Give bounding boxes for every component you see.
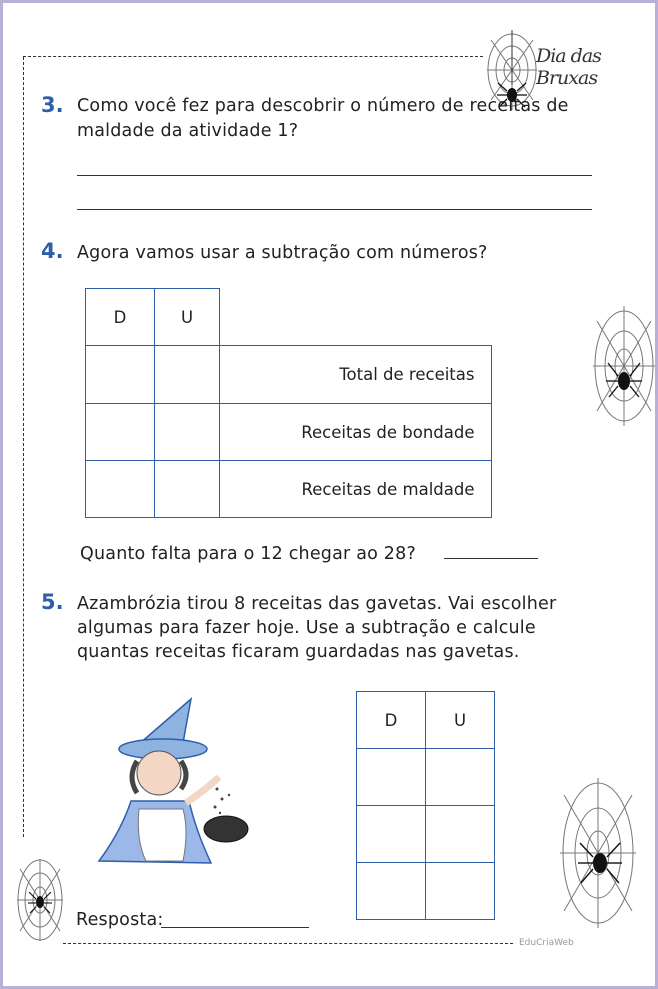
row-label-bondade: Receitas de bondade: [220, 404, 492, 461]
spider-web-icon: [591, 301, 657, 431]
question-5-number: 5.: [41, 590, 64, 614]
left-dashed-border: [23, 57, 24, 837]
u-input-cell[interactable]: [426, 749, 495, 806]
answer-line[interactable]: [77, 175, 592, 176]
answer-label: Resposta:: [76, 910, 164, 930]
footer-watermark: EduCriaWeb: [519, 938, 574, 948]
u-input-cell[interactable]: [155, 346, 220, 404]
row-label-maldade: Receitas de maldade: [220, 461, 492, 518]
d-input-cell[interactable]: [357, 806, 426, 863]
d-input-cell[interactable]: [86, 346, 155, 404]
question-3-line-2: maldade da atividade 1?: [77, 121, 299, 141]
u-input-cell[interactable]: [155, 404, 220, 461]
d-input-cell[interactable]: [86, 461, 155, 518]
u-input-cell[interactable]: [155, 461, 220, 518]
answer-line[interactable]: [161, 927, 309, 928]
question-5-line-3: quantas receitas ficaram guardadas nas gavetas.: [77, 642, 520, 662]
spider-web-icon: [558, 773, 638, 933]
d-input-cell[interactable]: [86, 404, 155, 461]
u-input-cell[interactable]: [426, 863, 495, 920]
u-input-cell[interactable]: [426, 806, 495, 863]
question-5-line-2: algumas para fazer hoje. Use a subtração e calcule: [77, 618, 536, 638]
question-5-line-1: Azambrózia tirou 8 receitas das gavetas. Vai escolher: [77, 594, 557, 614]
spider-web-icon: [15, 855, 65, 945]
question-4-text: Agora vamos usar a subtração com números?: [77, 243, 488, 263]
subtraction-table: [85, 288, 492, 518]
question-3-number: 3.: [41, 93, 64, 117]
answer-line[interactable]: [444, 558, 538, 559]
column-d-header: D: [86, 289, 155, 346]
row-label-total: Total de receitas: [220, 346, 492, 404]
column-u-header: U: [155, 289, 220, 346]
d-input-cell[interactable]: [357, 863, 426, 920]
column-u-header: U: [426, 692, 495, 749]
d-input-cell[interactable]: [357, 749, 426, 806]
answer-line[interactable]: [77, 209, 592, 210]
subtraction-table-q5: [356, 691, 495, 920]
bottom-dashed-border: [63, 943, 513, 944]
question-3-line-1: Como você fez para descobrir o número de receitas de: [77, 96, 569, 116]
column-d-header: D: [357, 692, 426, 749]
header-title: Dia das Bruxas: [536, 45, 601, 89]
witch-illustration: [91, 691, 251, 876]
question-4-subquestion: Quanto falta para o 12 chegar ao 28?: [80, 544, 416, 564]
question-4-number: 4.: [41, 239, 64, 263]
top-dashed-border: [23, 56, 483, 57]
